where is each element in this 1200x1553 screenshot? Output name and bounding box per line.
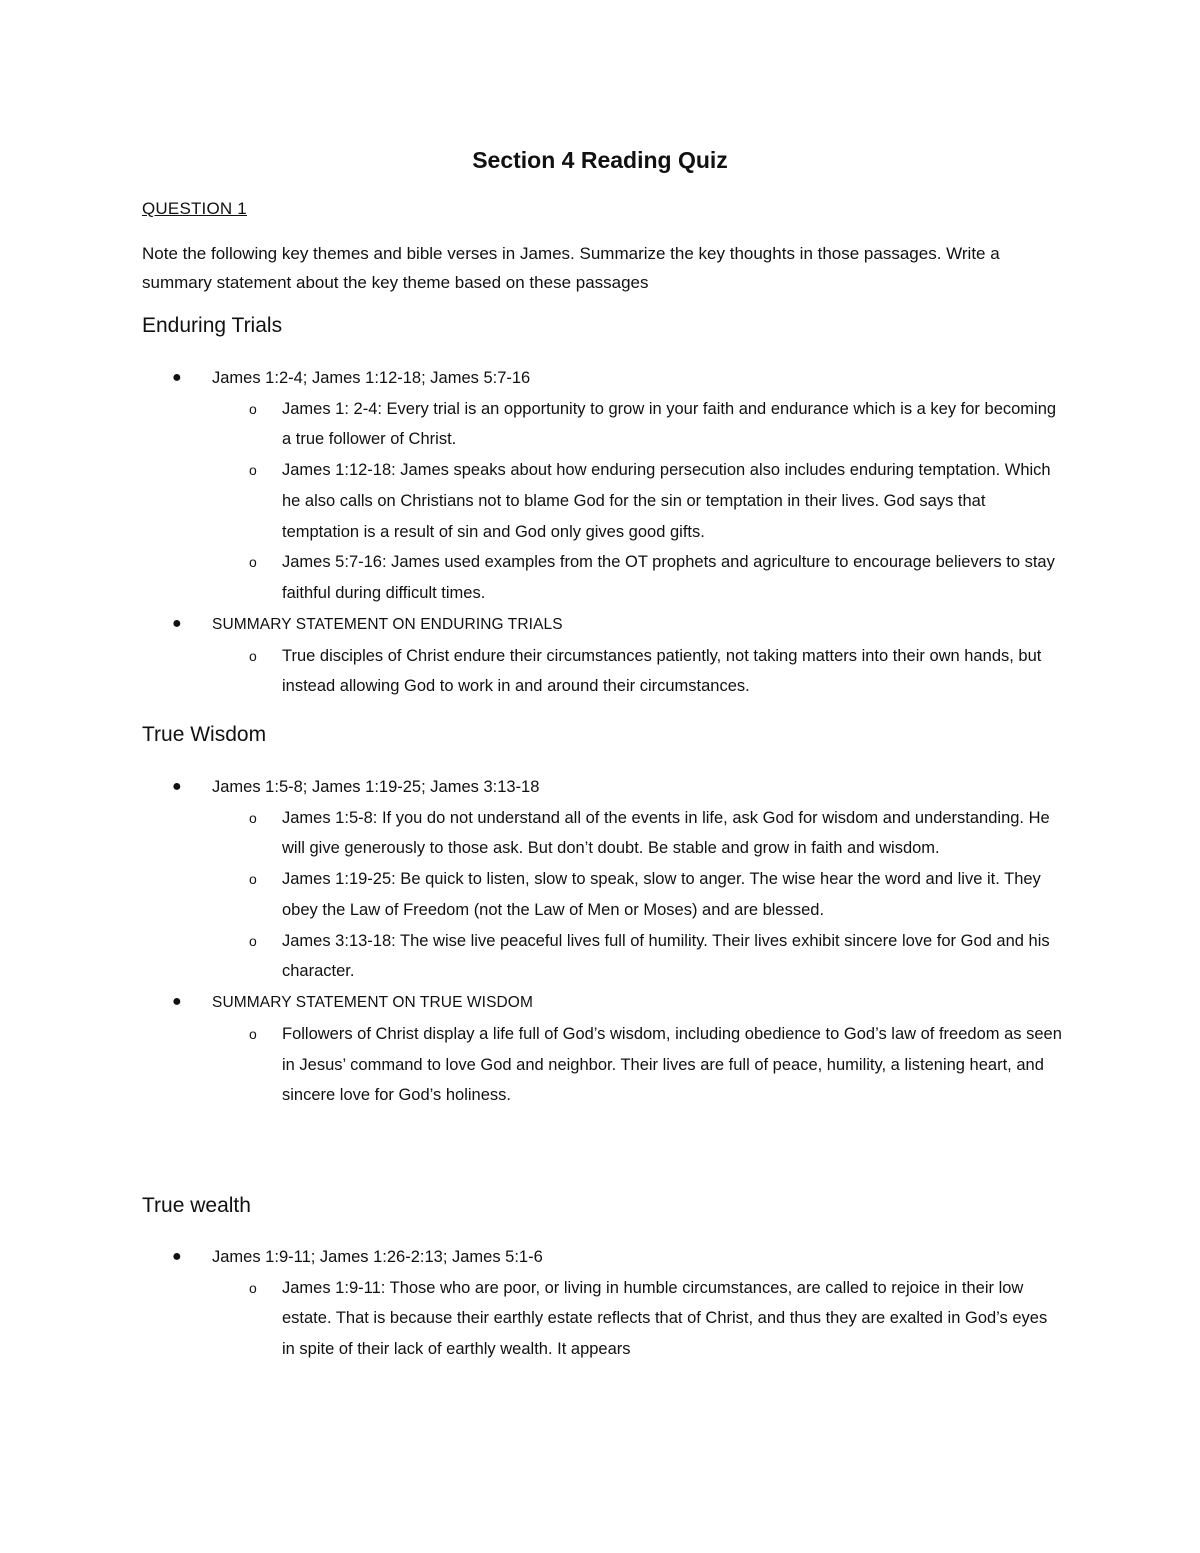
summary-text: True disciples of Christ endure their circumstances patiently, not taking matters into their own hands, but instead allowing God to work in and around their circumstances.	[282, 646, 1042, 696]
verse-note	[249, 1273, 1062, 1365]
verse-note-text: James 1:12-18: James speaks about how enduring persecution also includes enduring temptation. Which he also calls on Christians not to blame God for the sin or temptation in their lives. God says that temptation is a result of sin and God only gives good gifts.	[282, 461, 1051, 541]
summary-label: SUMMARY STATEMENT ON ENDURING TRIALS	[212, 616, 563, 634]
verse-references	[0, 1242, 1072, 1365]
circle-bullet-icon: o	[249, 871, 257, 888]
verse-note	[249, 455, 1062, 547]
verse-notes	[212, 803, 1072, 988]
circle-bullet-icon: o	[249, 932, 257, 949]
circle-bullet-icon: o	[249, 809, 257, 826]
verse-note-text: James 5:7-16: James used examples from the OT prophets and agriculture to encourage believers to stay faithful during difficult times.	[282, 553, 1055, 603]
verse-note	[249, 926, 1062, 988]
verse-references-text: James 1:2-4; James 1:12-18; James 5:7-16	[212, 369, 531, 387]
section-heading-true-wealth: True wealth	[142, 1194, 251, 1217]
verse-note-text: James 3:13-18: The wise live peaceful lives full of humility. Their lives exhibit sincere love for God and his character.	[282, 931, 1050, 981]
summary-label: SUMMARY STATEMENT ON TRUE WISDOM	[212, 994, 533, 1012]
summary-notes	[212, 641, 1072, 703]
verse-note	[249, 394, 1062, 456]
circle-bullet-icon: o	[249, 554, 257, 571]
verse-notes	[212, 1273, 1072, 1365]
section-list-true-wealth	[0, 1242, 1200, 1365]
bullet-icon: ●	[172, 1248, 182, 1265]
circle-bullet-icon: o	[249, 462, 257, 479]
section-list-true-wisdom	[0, 772, 1200, 1111]
circle-bullet-icon: o	[249, 1279, 257, 1296]
bullet-icon: ●	[172, 615, 182, 633]
summary-statement	[0, 609, 1072, 702]
summary-statement	[0, 987, 1072, 1111]
verse-note	[249, 547, 1062, 609]
verse-references	[0, 772, 1072, 987]
verse-note-text: James 1:19-25: Be quick to listen, slow to speak, slow to anger. The wise hear the word and live it. They obey the Law of Freedom (not the Law of Men or Moses) and are blessed.	[282, 870, 1041, 919]
summary-note	[249, 1019, 1062, 1111]
verse-note	[249, 864, 1062, 926]
bullet-icon: ●	[172, 993, 182, 1011]
verse-note-text: James 1: 2-4: Every trial is an opportunity to grow in your faith and endurance which is a key for becoming a true follower of Christ.	[282, 399, 1057, 449]
bullet-icon: ●	[172, 778, 182, 795]
circle-bullet-icon: o	[249, 1025, 257, 1042]
verse-note-text: James 1:9-11: Those who are poor, or living in humble circumstances, are called to rejoice in their low estate. That is because their earthly estate reflects that of Christ, and thus they are exalted in God’s eyes in spite of their lack of earthly wealth. It appears	[282, 1278, 1048, 1359]
question-label: QUESTION 1	[142, 199, 247, 218]
verse-references	[0, 363, 1072, 609]
section-heading-enduring-trials: Enduring Trials	[142, 314, 283, 337]
section-list-enduring-trials	[0, 363, 1200, 702]
summary-text: Followers of Christ display a life full of God’s wisdom, including obedience to God’s law of freedom as seen in Jesus’ command to love God and neighbor. Their lives are full of peace, humility, a listening heart, and sincere love for God’s holiness.	[282, 1024, 1062, 1105]
section-heading-true-wisdom: True Wisdom	[142, 723, 267, 746]
question-instructions: Note the following key themes and bible verses in James. Summarize the key thoughts in those passages. Write a summary statement about the key theme based on these passages	[142, 244, 1000, 292]
circle-bullet-icon: o	[249, 400, 257, 417]
verse-note	[249, 803, 1062, 865]
circle-bullet-icon: o	[249, 647, 257, 664]
verse-note-text: James 1:5-8: If you do not understand all of the events in life, ask God for wisdom and understanding. He will give generously to those ask. But don’t doubt. Be stable and grow in faith and wisdom.	[282, 808, 1050, 858]
summary-note	[249, 641, 1062, 703]
verse-references-text: James 1:9-11; James 1:26-2:13; James 5:1-6	[212, 1248, 543, 1266]
verse-notes	[212, 394, 1072, 610]
summary-notes	[212, 1019, 1072, 1111]
page-title: Section 4 Reading Quiz	[472, 147, 728, 173]
bullet-icon: ●	[172, 369, 182, 386]
verse-references-text: James 1:5-8; James 1:19-25; James 3:13-18	[212, 778, 540, 796]
